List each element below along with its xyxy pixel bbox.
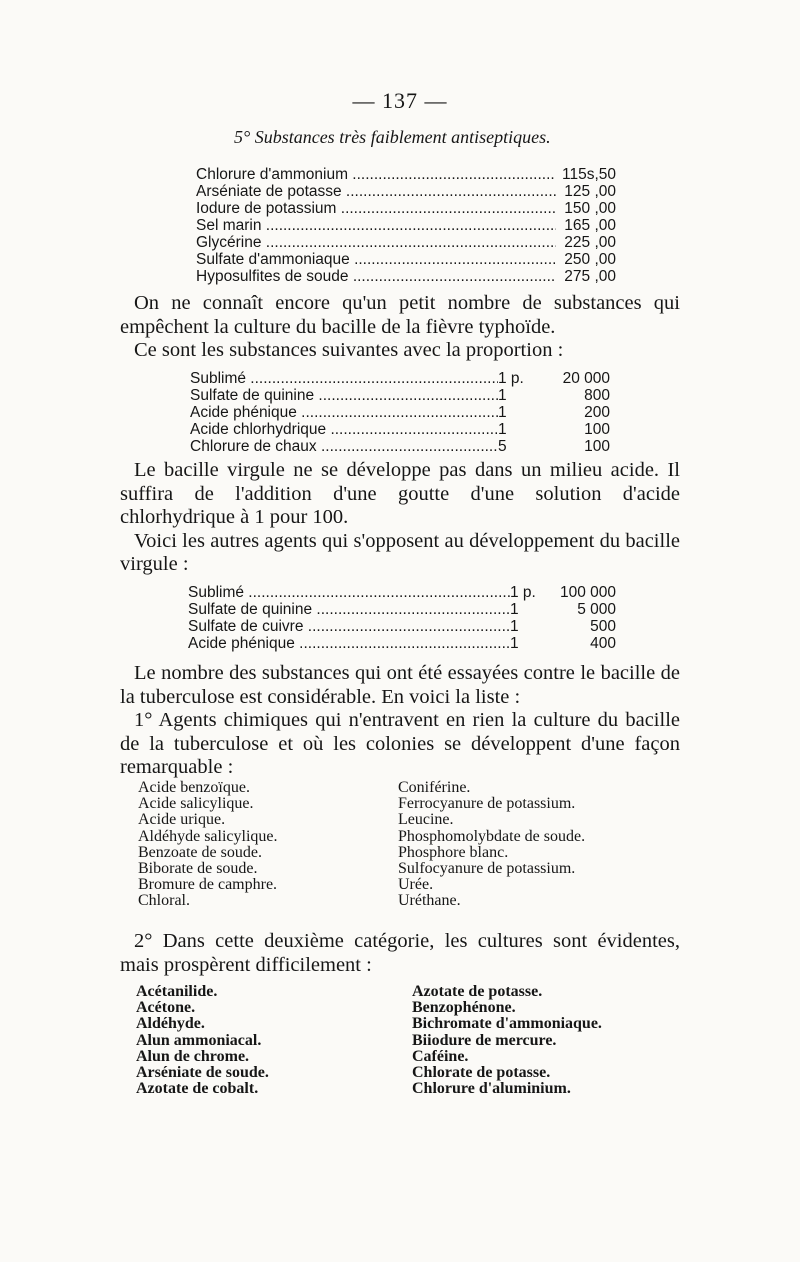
substance-ratio: 1 (498, 421, 507, 438)
table-row (196, 183, 616, 200)
paragraph-text: Voici les autres agents qui s'opposent au développement du bacille virgule : (120, 529, 680, 575)
substance-ratio: 1 (498, 387, 507, 404)
paragraph-typhoid (120, 292, 680, 363)
paragraph-text: Le bacille virgule ne se développe pas dans un milieu acide. Il suffira de l'addition d'une goutte d'une solution d'acide chlorhydrique à 1 pour 100. (120, 459, 680, 528)
substance-value: 200 (584, 404, 610, 421)
substance-value: 400 (590, 635, 616, 652)
table-row (188, 601, 628, 618)
table-row (196, 268, 616, 285)
substance-name: Sulfate d'ammoniaque ..... (196, 251, 556, 268)
substance-name: Iodure de potassium ..... (196, 200, 556, 217)
substance-ratio: 1 p. (498, 370, 524, 387)
list-item: Phosphomolybdate de soude. (398, 827, 586, 845)
substance-ratio: 5 (498, 438, 507, 455)
paragraph-text: 1° Agents chimiques qui n'entravent en rien la culture du bacille de la tuberculose et où les colonies se développent d'une façon remarquable : (120, 709, 680, 778)
paragraph-text: On ne connaît encore qu'un petit nombre de substances qui empêchent la culture du bacille de la fièvre typhoïde. (120, 292, 680, 338)
substance-value: 250 ,00 (564, 251, 616, 268)
list-item: Sulfocyanure de potassium. (398, 860, 576, 878)
substance-value: 800 (584, 387, 610, 404)
substance-name: Glycérine ..... (196, 234, 556, 251)
substance-name: Sulfate de quinine ..... (188, 601, 510, 618)
substance-ratio: 1 (510, 635, 519, 652)
list-item: Acétanilide. (136, 983, 218, 1000)
paragraph-virgule (120, 459, 680, 577)
substance-value: 275 ,00 (564, 268, 616, 285)
table-row (188, 584, 628, 601)
substance-name: Acide phénique ..... (188, 635, 510, 652)
list-item: Alun ammoniacal. (136, 1031, 262, 1049)
section-title: 5° Substances très faiblement antiseptiques. (234, 127, 551, 147)
substance-name: Arséniate de potasse ..... (196, 183, 556, 200)
list-item: Ferrocyanure de potassium. (398, 795, 576, 813)
table-row (196, 234, 616, 251)
list-item: Aldéhyde. (136, 1015, 205, 1033)
paragraph-tuberculosis (120, 662, 680, 780)
list-item: Chloral. (138, 892, 190, 910)
list-item: Acide urique. (138, 811, 226, 829)
table-weak-antiseptics (196, 166, 616, 285)
substance-value: 165 ,00 (564, 217, 616, 234)
list-item: Benzoate de soude. (138, 843, 262, 861)
list-item: Bromure de camphre. (138, 876, 278, 894)
table-row (196, 200, 616, 217)
page-number: — 137 — (352, 88, 448, 113)
substance-name: Sel marin ..... (196, 217, 556, 234)
substance-name: Sulfate de cuivre ..... (188, 618, 510, 635)
substance-name: Chlorure d'ammonium ..... (196, 166, 556, 183)
substance-ratio: 1 p. (510, 584, 536, 601)
substance-value: 150 ,00 (564, 200, 616, 217)
list-item: Leucine. (398, 811, 454, 829)
table-row (190, 370, 620, 387)
substance-value: 100 (584, 438, 610, 455)
table-row (188, 635, 628, 652)
list-item: Chlorure d'aluminium. (412, 1080, 571, 1098)
list-item: Phosphore blanc. (398, 843, 509, 861)
paragraph-text: Ce sont les substances suivantes avec la proportion : (134, 339, 564, 361)
substance-value: 500 (590, 618, 616, 635)
table-row (196, 217, 616, 234)
substance-ratio: 1 (510, 601, 519, 618)
substance-name: Acide chlorhydrique ..... (190, 421, 498, 438)
substance-name: Sublimé ..... (188, 584, 510, 601)
substance-name: Acide phénique ..... (190, 404, 498, 421)
list-item: Caféine. (412, 1047, 469, 1065)
substance-value: 20 000 (562, 370, 610, 387)
table-row (188, 618, 628, 635)
list-item: Benzophénone. (412, 999, 516, 1017)
list-no-inhibition-right (398, 780, 585, 910)
substance-name: Sulfate de quinine ..... (190, 387, 498, 404)
list-item: Azotate de potasse. (412, 983, 543, 1000)
list-item: Acide salicylique. (138, 795, 254, 813)
table-row (190, 404, 620, 421)
list-item: Uréthane. (398, 892, 461, 910)
substance-value: 5 000 (577, 601, 616, 618)
table-typhoid-agents (190, 370, 620, 455)
list-difficult-left (136, 984, 269, 1097)
substance-name: Sublimé ..... (190, 370, 498, 387)
list-item: Biborate de soude. (138, 860, 258, 878)
table-row (190, 438, 620, 455)
list-difficult-right (412, 984, 602, 1097)
table-virgule-agents (188, 584, 628, 652)
table-row (190, 421, 620, 438)
list-item: Arséniate de soude. (136, 1064, 269, 1082)
substance-ratio: 1 (498, 404, 507, 421)
list-item: Coniférine. (398, 779, 471, 796)
substance-value: 100 000 (559, 584, 616, 601)
list-item: Bichromate d'ammoniaque. (412, 1015, 602, 1033)
substance-value: 100 (584, 421, 610, 438)
list-item: Alun de chrome. (136, 1047, 250, 1065)
list-item: Chlorate de potasse. (412, 1064, 551, 1082)
list-item: Aldéhyde salicylique. (138, 827, 278, 845)
substance-ratio: 1 (510, 618, 519, 635)
substance-value: 125 ,00 (564, 183, 616, 200)
substance-name: Chlorure de chaux ..... (190, 438, 498, 455)
paragraph-text: Le nombre des substances qui ont été essayées contre le bacille de la tuberculose est considérable. En voici la liste : (120, 662, 680, 708)
list-item: Urée. (398, 876, 434, 894)
paragraph-category-two (120, 930, 680, 977)
list-item: Biiodure de mercure. (412, 1031, 557, 1049)
substance-name: Hyposulfites de soude ..... (196, 268, 556, 285)
table-row (190, 387, 620, 404)
list-item: Acétone. (136, 999, 196, 1017)
substance-value: 115s,50 (561, 166, 616, 183)
substance-value: 225 ,00 (564, 234, 616, 251)
list-no-inhibition-left (138, 780, 278, 910)
list-item: Acide benzoïque. (138, 779, 250, 796)
paragraph-text: 2° Dans cette deuxième catégorie, les cultures sont évidentes, mais prospèrent difficilement : (120, 930, 680, 976)
list-item: Azotate de cobalt. (136, 1080, 259, 1098)
table-row (196, 166, 616, 183)
table-row (196, 251, 616, 268)
